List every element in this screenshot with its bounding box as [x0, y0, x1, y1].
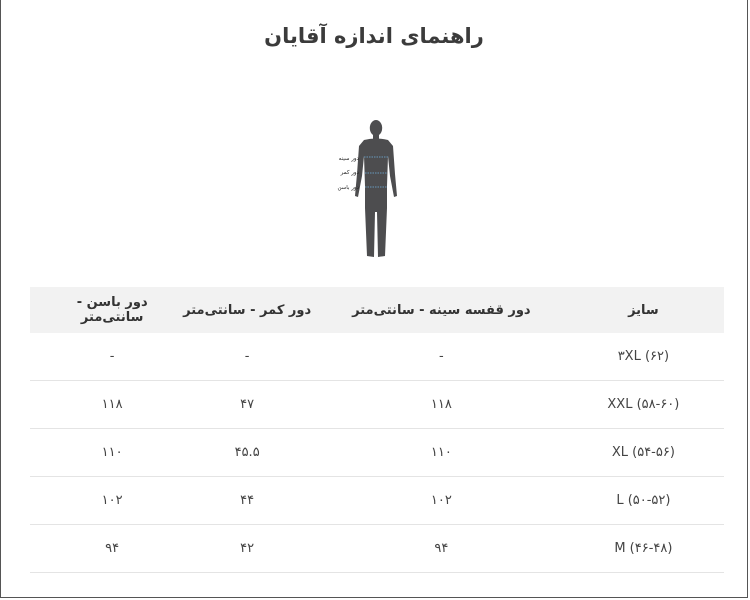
waist-cell: ۴۲	[240, 541, 255, 556]
waist-cell: ۴۵.۵	[234, 445, 260, 460]
size-cell: ۳XL (۶۲)	[617, 349, 670, 364]
hip-cell: ۱۱۸	[101, 397, 123, 412]
table-row	[30, 429, 724, 477]
chest-label: دور سینه	[338, 156, 359, 162]
hip-cell: ۱۰۲	[101, 493, 123, 508]
table-row	[30, 525, 724, 573]
table-row	[30, 477, 724, 525]
table-row	[30, 381, 724, 429]
table-header-row	[30, 287, 724, 333]
chest-cell: ۱۰۲	[430, 493, 452, 508]
size-cell: XXL (۵۸-۶۰)	[607, 397, 680, 412]
chest-cell: ۹۴	[434, 541, 449, 556]
size-cell: M (۴۶-۴۸)	[614, 541, 673, 556]
header-chest: دور قفسه سینه - سانتی‌متر	[352, 302, 531, 318]
male-silhouette-icon	[331, 116, 403, 261]
hip-cell: ۱۱۰	[101, 445, 123, 460]
size-cell: L (۵۰-۵۲)	[616, 493, 671, 508]
hip-cell: ۹۴	[105, 541, 120, 556]
chest-cell: -	[439, 349, 444, 364]
chest-cell: ۱۱۰	[430, 445, 452, 460]
size-table	[30, 287, 724, 573]
waist-cell: ۴۴	[240, 493, 255, 508]
header-hip: دور باسن - سانتی‌متر	[76, 295, 148, 325]
table-row	[30, 333, 724, 381]
chest-cell: ۱۱۸	[430, 397, 452, 412]
page-title: راهنمای اندازه آقایان	[264, 24, 484, 48]
body-measurement-figure	[331, 116, 403, 261]
hip-label: دور باسن	[337, 185, 359, 191]
header-waist: دور کمر - سانتی‌متر	[183, 302, 312, 318]
header-size: سایز	[628, 302, 659, 318]
waist-label: دور کمر	[340, 170, 359, 176]
waist-cell: -	[244, 349, 250, 364]
size-cell: XL (۵۴-۵۶)	[611, 445, 675, 460]
waist-cell: ۴۷	[240, 397, 255, 412]
hip-cell: -	[109, 349, 115, 364]
